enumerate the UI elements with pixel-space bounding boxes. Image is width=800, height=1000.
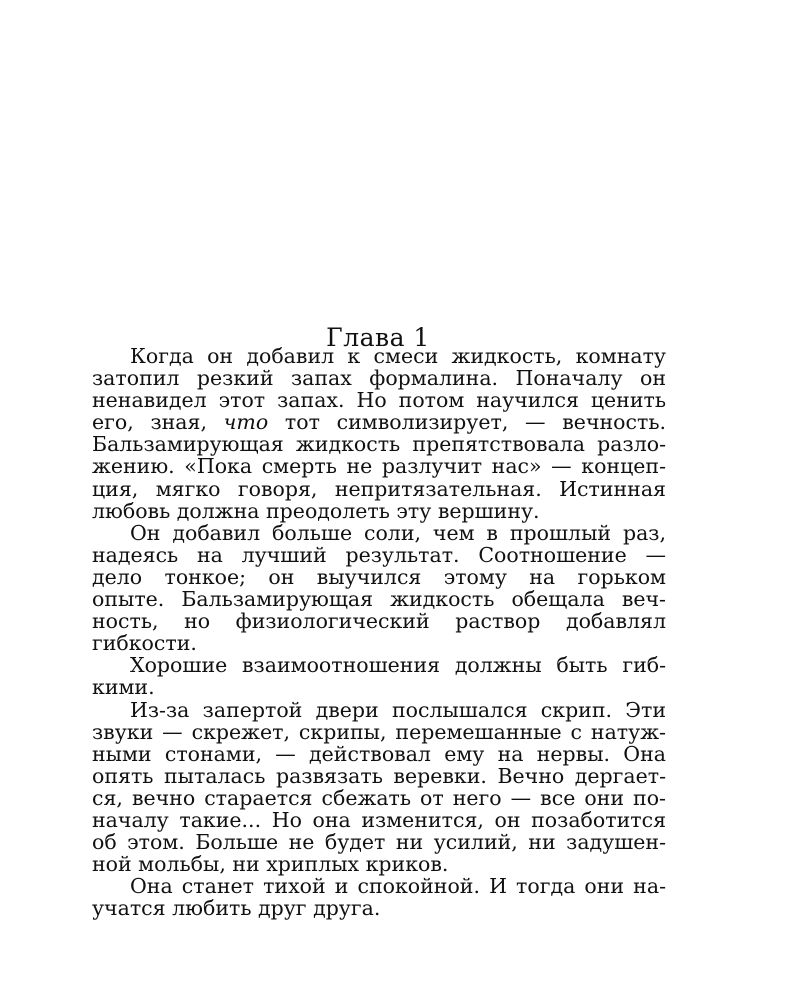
text-line: ненавидел этот запах. Но потом научился ценить bbox=[92, 388, 666, 413]
text-line: ность, но физиологический раствор добавлял bbox=[92, 609, 666, 634]
text-line: Она станет тихой и спокойной. И тогда они на- bbox=[130, 874, 666, 899]
text-line: Из-за запертой двери послышался скрип. Эти bbox=[130, 697, 666, 722]
text-line: Хорошие взаимоотношения должны быть гиб- bbox=[130, 653, 666, 678]
text-line: ция, мягко говоря, непритязательная. Истинная bbox=[92, 476, 666, 501]
text-line: жению. «Пока смерть не разлучит нас» — концеп- bbox=[92, 454, 666, 479]
text-line: об этом. Больше не будет ни усилий, ни задушен- bbox=[92, 830, 666, 855]
text-line: ся, вечно старается сбежать от него — все они по- bbox=[92, 785, 666, 810]
text-line: Бальзамирующая жидкость препятствовала разло- bbox=[92, 432, 666, 457]
text-line: любовь должна преодолеть эту вершину. bbox=[92, 498, 540, 523]
emphasis-word: что bbox=[223, 410, 269, 435]
chapter-title: Глава 1 bbox=[326, 322, 430, 352]
text-line: надеясь на лучший результат. Соотношение — bbox=[92, 542, 666, 567]
text-line: Когда он добавил к смеси жидкость, комнату bbox=[130, 344, 666, 368]
text-line: затопил резкий запах формалина. Поначалу он bbox=[92, 366, 666, 391]
text-line: началу такие... Но она изменится, он позаботится bbox=[92, 807, 666, 832]
text-segment: тот символизирует, — вечность. bbox=[268, 410, 666, 435]
text-line: ной мольбы, ни хриплых криков. bbox=[92, 852, 449, 877]
text-line: гибкости. bbox=[92, 631, 197, 656]
text-line: дело тонкое; он выучился этому на горьком bbox=[92, 564, 666, 589]
text-line: кими. bbox=[92, 675, 155, 700]
text-line: учатся любить друг друга. bbox=[92, 896, 381, 921]
text-line: опыте. Бальзамирующая жидкость обещала веч- bbox=[92, 587, 666, 612]
text-line: Он добавил больше соли, чем в прошлый раз, bbox=[130, 520, 666, 545]
text-line: опять пыталась развязать веревки. Вечно дергает- bbox=[92, 763, 666, 788]
text-line: ными стонами, — действовал ему на нервы. Она bbox=[92, 741, 666, 766]
body-text bbox=[92, 345, 666, 919]
text-line: звуки — скрежет, скрипы, перемешанные с натуж- bbox=[92, 719, 666, 744]
text-segment: его, зная, bbox=[92, 410, 224, 435]
text-line bbox=[92, 411, 666, 433]
